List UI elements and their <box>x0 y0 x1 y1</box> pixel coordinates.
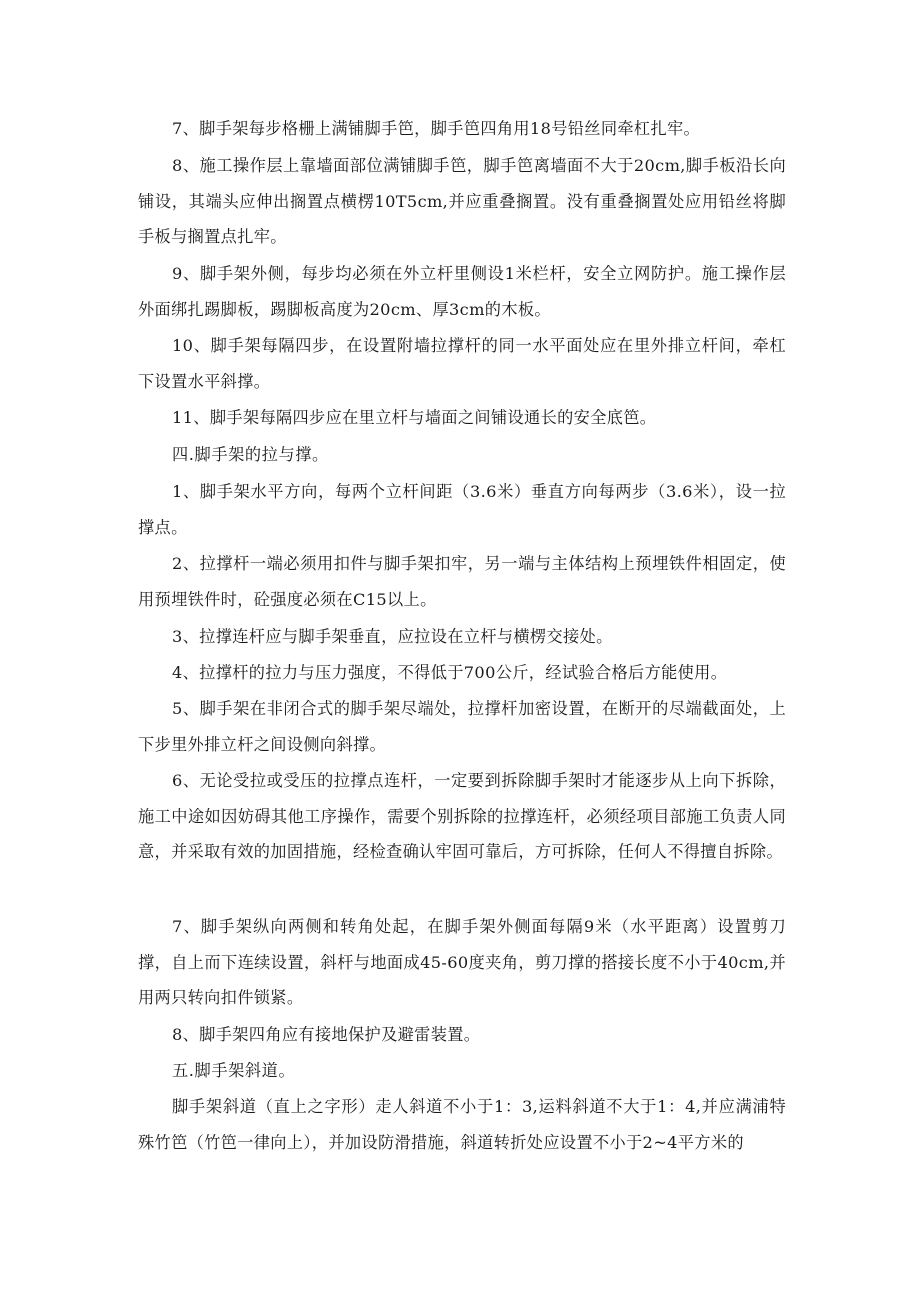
paragraph-ramp-description: 脚手架斜道（直上之字形）走人斜道不小于1：3,运料斜道不大于1：4,并应满浦特殊竹笆（竹笆一律向上），并加设防滑措施，斜道转折处应设置不小于2~4平方米的 <box>138 1097 786 1152</box>
paragraph-item-7-scaffold-bamboo-mat: 7、脚手架每步格栅上满铺脚手笆，脚手笆四角用18号铅丝同牵杠扎牢。 <box>172 119 701 138</box>
paragraph-item-5-end-bracing: 5、脚手架在非闭合式的脚手架尽端处，拉撑杆加密设置，在断开的尽端截面处，上下步里外排立杆之间设侧向斜撑。 <box>138 699 786 754</box>
paragraph-item-8-working-layer: 8、施工操作层上靠墙面部位满铺脚手笆，脚手笆离墙面不大于20cm,脚手板沿长向铺设，其端头应伸出搁置点横楞10T5cm,并应重叠搁置。没有重叠搁置处应用铅丝将脚手板与搁置点扎牢。 <box>138 156 786 246</box>
paragraph-item-4-tie-rod-strength: 4、拉撑杆的拉力与压力强度，不得低于700公斤，经试验合格后方能使用。 <box>172 663 728 682</box>
paragraph-item-8-grounding-lightning: 8、脚手架四角应有接地保护及避雷装置。 <box>172 1025 481 1044</box>
paragraph-item-6-tie-removal: 6、无论受拉或受压的拉撑点连杆，一定要到拆除脚手架时才能逐步从上向下拆除，施工中途如因妨碍其他工序操作，需要个别拆除的拉撑连杆，必须经项目部施工负责人同意，并采取有效的加固措施，经检查确认牢固可靠后，方可拆除，任何人不得擅自拆除。 <box>138 771 786 861</box>
paragraph-item-9-outer-side-railing: 9、脚手架外侧，每步均必须在外立杆里侧设1米栏杆，安全立网防护。施工操作层外面绑扎踢脚板，踢脚板高度为20cm、厚3cm的木板。 <box>138 264 786 319</box>
paragraph-item-3-tie-rod-perpendicular: 3、拉撑连杆应与脚手架垂直，应拉设在立杆与横楞交接处。 <box>172 627 613 646</box>
section-heading-5: 五.脚手架斜道。 <box>172 1061 296 1080</box>
paragraph-item-11-safety-bottom-mat: 11、脚手架每隔四步应在里立杆与墙面之间铺设通长的安全底笆。 <box>172 408 657 427</box>
paragraph-item-7-scissor-brace: 7、脚手架纵向两侧和转角处起，在脚手架外侧面每隔9米（水平距离）设置剪刀撑，自上而下连续设置，斜杆与地面成45-60度夹角，剪刀撑的搭接长度不小于40cm,并用两只转向扣件锁紧。 <box>138 917 786 1007</box>
section-heading-4: 四.脚手架的拉与撑。 <box>172 445 329 464</box>
paragraph-item-1-tie-point: 1、脚手架水平方向，每两个立杆间距（3.6米）垂直方向每两步（3.6米），设一拉撑点。 <box>138 482 786 537</box>
paragraph-item-10-horizontal-brace: 10、脚手架每隔四步，在设置附墙拉撑杆的同一水平面处应在里外排立杆间，牵杠下设置水平斜撑。 <box>138 336 786 391</box>
paragraph-item-2-tie-rod-fixing: 2、拉撑杆一端必须用扣件与脚手架扣牢，另一端与主体结构上预埋铁件相固定，使用预埋铁件时，砼强度必须在C15以上。 <box>138 554 786 609</box>
